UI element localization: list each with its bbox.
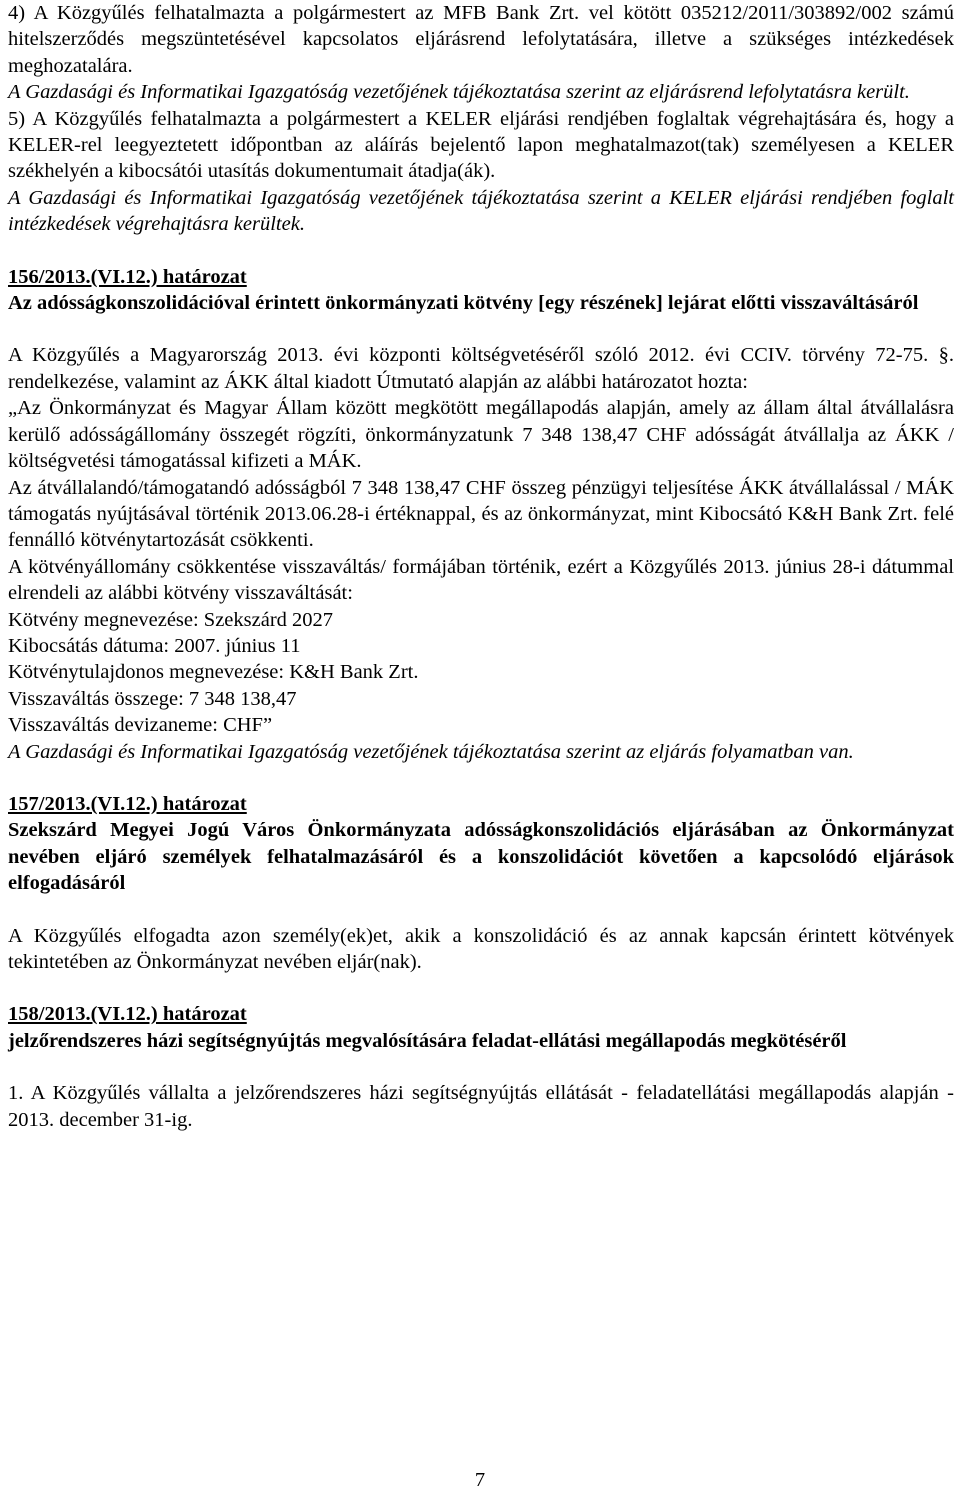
bond-name: Kötvény megnevezése: Szekszárd 2027 [8, 608, 334, 631]
resolution-156-intro: A Közgyűlés a Magyarország 2013. évi központi költségvetéséről szóló 2012. évi CCIV. törvény 72-75. §. rendelkezése, valamint az ÁKK által kiadott Útmutató alapján az alábbi határozatot hozta: [8, 344, 954, 393]
bond-redemption-amount: Visszaváltás összege: 7 348 138,47 [8, 687, 297, 710]
bond-issue-date: Kibocsátás dátuma: 2007. június 11 [8, 634, 301, 657]
item-5-note: A Gazdasági és Informatikai Igazgatóság vezetőjének tájékoztatása szerint a KELER eljárási rendjében foglalt intézkedések végrehajtásra kerültek. [8, 186, 954, 236]
resolution-157-body: A Közgyűlés elfogadta azon személy(ek)et, akik a konszolidáció és az annak kapcsán érintett kötvények tekintetében az Önkormányzat nevében eljár(nak). [8, 924, 954, 973]
bond-holder: Kötvénytulajdonos megnevezése: K&H Bank Zrt. [8, 661, 419, 684]
item-5-text: 5) A Közgyűlés felhatalmazta a polgármestert a KELER eljárási rendjében foglaltak végrehajtására és, hogy a KELER-rel leegyeztetett időpontban az aláírás bejelentő lapon meghatalmazot(tak) személyesen a KELER székhelyén a kibocsátói utasítás dokumentumait átadja(ák). [8, 107, 954, 183]
resolution-158-title: jelzőrendszeres házi segítségnyújtás megvalósítására feladat-ellátási megállapodás megkötéséről [8, 1029, 847, 1052]
spacer [8, 897, 954, 923]
resolution-156-para-3: A kötvényállomány csökkentése visszaváltás/ formájában történik, ezért a Közgyűlés 2013. június 28-i dátummal elrendeli az alábbi kötvény visszaváltását: [8, 555, 954, 605]
spacer [8, 316, 954, 342]
resolution-156-number: 156/2013.(VI.12.) határozat [8, 265, 247, 288]
spacer [8, 1054, 954, 1080]
document-page [8, 0, 954, 1133]
page-number: 7 [474, 1469, 486, 1491]
resolution-157-number: 157/2013.(VI.12.) határozat [8, 792, 247, 815]
bond-redemption-currency: Visszaváltás devizaneme: CHF” [8, 714, 273, 737]
resolution-156-para-2: Az átvállalandó/támogatandó adósságból 7 348 138,47 CHF összeg pénzügyi teljesítése ÁKK átvállalással / MÁK támogatás nyújtásával történik 2013.06.28-i értéknappal, és az önkormányzat, mint Kibocsátó K&H Bank Zrt. felé fennálló kötvénytartozását csökkenti. [8, 476, 954, 552]
spacer [8, 238, 954, 264]
item-4-note: A Gazdasági és Informatikai Igazgatóság vezetőjének tájékoztatása szerint az eljárásrend lefolytatásra került. [8, 81, 910, 104]
resolution-157-title: Szekszárd Megyei Jogú Város Önkormányzata adósságkonszolidációs eljárásában az Önkormányzat nevében eljáró személyek felhatalmazásáról és a konszolidációt követően a kapcsolódó eljárások elfogadásáról [8, 819, 954, 895]
resolution-158-number: 158/2013.(VI.12.) határozat [8, 1003, 247, 1026]
spacer [8, 975, 954, 1001]
spacer [8, 765, 954, 791]
item-4-text: 4) A Közgyűlés felhatalmazta a polgármestert az MFB Bank Zrt. vel kötött 035212/2011/303892/002 számú hitelszerződés megszüntetésével kapcsolatos eljárásrend lefolytatására, illetve a szükséges intézkedések meghozatalára. [8, 2, 954, 77]
resolution-156-note: A Gazdasági és Informatikai Igazgatóság vezetőjének tájékoztatása szerint az eljárás folyamatban van. [8, 740, 854, 763]
resolution-156-para-1: „Az Önkormányzat és Magyar Állam között megkötött megállapodás alapján, amely az állam által átvállalásra kerülő adósságállomány összegét rögzíti, önkormányzatunk 7 348 138,47 CHF adósságát átvállalja az ÁKK / költségvetési támogatással kifizeti a MÁK. [8, 397, 954, 473]
resolution-156-title: Az adósságkonszolidációval érintett önkormányzati kötvény [egy részének] lejárat előtti visszaváltásáról [8, 292, 919, 315]
resolution-158-body: 1. A Közgyűlés vállalta a jelzőrendszeres házi segítségnyújtás ellátását - feladatellátási megállapodás alapján - 2013. december 31-ig. [8, 1082, 954, 1131]
